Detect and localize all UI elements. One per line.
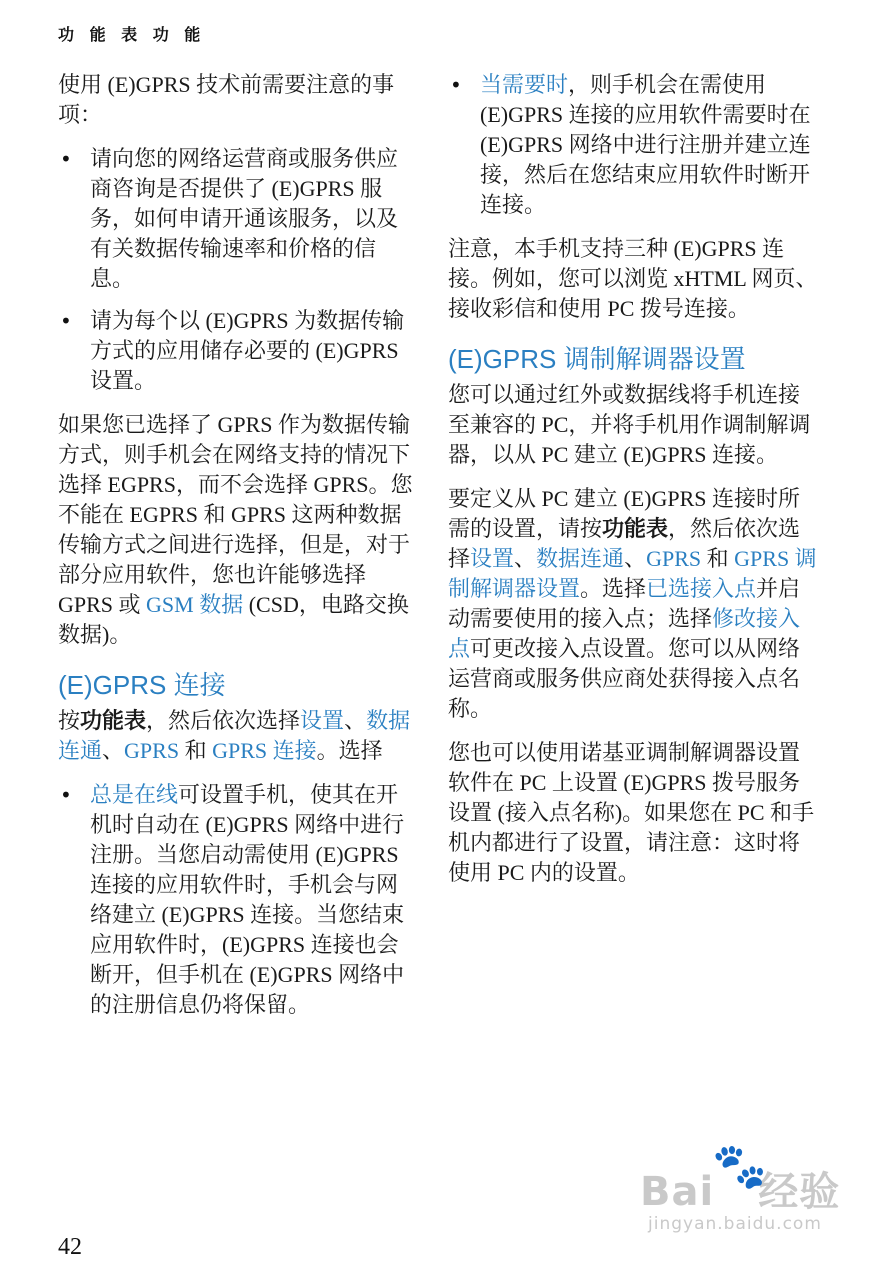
baidu-watermark [640,1141,870,1250]
instruction-text: 和 [179,738,213,763]
requirements-list [58,144,418,396]
list-item [448,70,820,220]
list-item: • 请为每个以 (E)GPRS 为数据传输方式的应用储存必要的 (E)GPRS 设置。 [58,306,418,396]
list-item-text: 可设置手机，使其在开机时自动在 (E)GPRS 网络中进行注册。当您启动需使用 (E)GPRS 连接的应用软件时，手机会与网络建立 (E)GPRS 连接。当您结束应用软件时，(E)GPRS 连接也会断开，但手机在 (E)GPRS 网络中的注册信息仍将保留。 [90,782,405,1017]
watermark-bai: Bai [640,1169,715,1215]
instruction-text: ，然后依次选择 [146,708,301,733]
gprs-connection-link[interactable]: GPRS 连接 [212,738,317,763]
menu-keyword: 功能表 [80,708,147,733]
instruction-text: ，然后依次选择 [448,516,801,571]
list-item [58,780,418,1020]
modem-instruction-paragraph [448,484,820,724]
instruction-text: 。选择 [580,576,647,601]
instruction-text: 按 [58,708,81,733]
instruction-text: 。选择 [316,738,383,763]
gprs-modem-settings-link[interactable]: GPRS 调制解调器设置 [448,546,817,601]
paragraph-text: 如果您已选择了 GPRS 作为数据传输方式，则手机会在网络支持的情况下选择 EGPRS，而不会选择 GPRS。您不能在 EGPRS 和 GPRS 这两种数据传输方式之间进行选择，但是，对于部分应用软件，您也许能够选择 GPRS 或 [58,412,413,617]
gprs-link[interactable]: GPRS [124,738,180,763]
always-online-link[interactable]: 总是在线 [90,782,179,807]
watermark-url: jingyan.baidu.com [648,1214,822,1234]
connection-options-list-continued [448,70,820,220]
instruction-text: 、 [624,546,647,571]
right-column [448,70,820,902]
when-needed-link[interactable]: 当需要时 [480,72,569,97]
intro-paragraph: 使用 (E)GPRS 技术前需要注意的事项： [58,72,395,127]
modem-software-paragraph: 您也可以使用诺基亚调制解调器设置软件在 PC 上设置 (E)GPRS 拨号服务设置 (接入点名称)。如果您在 PC 和手机内都进行了设置，请注意：这时将使用 PC 内的设置。 [448,740,815,885]
connectivity-link[interactable]: 数据连通 [536,546,625,571]
instruction-paragraph [58,706,418,766]
left-column [58,70,418,1034]
section-title-modem-settings: (E)GPRS 调制解调器设置 [448,344,746,374]
instruction-text: 、 [344,708,367,733]
settings-link[interactable]: 设置 [300,708,345,733]
gsm-data-link[interactable]: GSM 数据 [146,592,244,617]
modem-intro-paragraph: 您可以通过红外或数据线将手机连接至兼容的 PC，并将手机用作调制解调器，以从 PC 建立 (E)GPRS 连接。 [448,382,811,467]
section-title-egprs-connection: (E)GPRS 连接 [58,670,226,700]
instruction-text: 并启动需要使用的接入点；选择 [448,576,801,631]
watermark-jingyan: 经验 [758,1169,841,1215]
list-item: • 请向您的网络运营商或服务供应商咨询是否提供了 (E)GPRS 服务，如何申请开通该服务，以及有关数据传输速率和价格的信息。 [58,144,418,294]
settings-link[interactable]: 设置 [470,546,515,571]
note-paragraph: 注意，本手机支持三种 (E)GPRS 连接。例如，您可以浏览 xHTML 网页、接收彩信和使用 PC 拨号连接。 [448,236,818,321]
menu-keyword: 功能表 [602,516,669,541]
paw-icon: 🐾 [712,1141,767,1192]
instruction-text: 要定义从 PC 建立 (E)GPRS 连接时所需的设置，请按 [448,486,801,541]
gprs-link[interactable]: GPRS [646,546,702,571]
instruction-text: 、 [514,546,537,571]
instruction-text: 和 [701,546,735,571]
instruction-text: 可更改接入点设置。您可以从网络运营商或服务供应商处获得接入点名称。 [448,636,801,721]
gprs-choice-paragraph [58,410,418,650]
list-item-text: ，则手机会在需使用 (E)GPRS 连接的应用软件需要时在 (E)GPRS 网络中进行注册并建立连接，然后在您结束应用软件时断开连接。 [480,72,811,217]
paragraph-text: (CSD，电路交换数据)。 [58,592,409,647]
active-access-point-link[interactable]: 已选接入点 [646,576,757,601]
connection-options-list [58,780,418,1020]
running-header: 功 能 表 功 能 [58,25,206,44]
page-number: 42 [58,1234,82,1260]
connectivity-link[interactable]: 数据连通 [58,708,411,763]
edit-access-point-link[interactable]: 修改接入点 [448,606,801,661]
instruction-text: 、 [102,738,125,763]
